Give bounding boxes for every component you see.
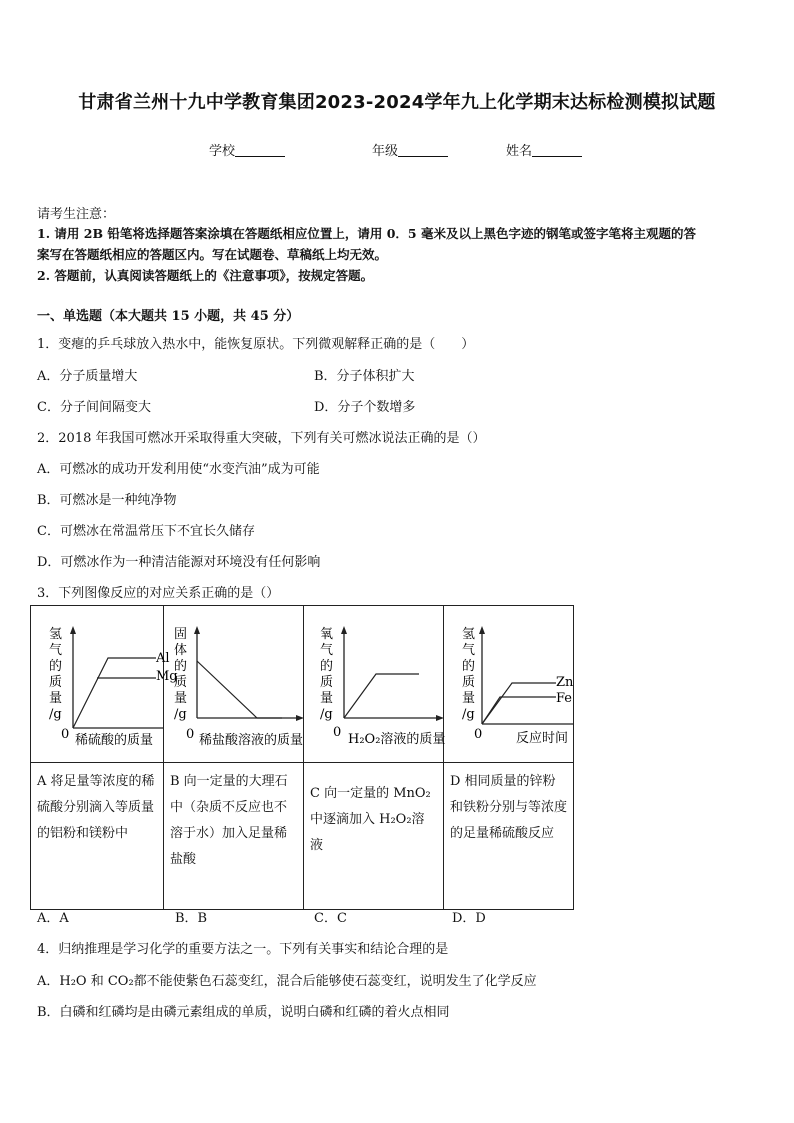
q2-option-b: B．可燃冰是一种纯净物 (37, 493, 177, 508)
q2-option-c: C．可燃冰在常温常压下不宜长久储存 (37, 524, 255, 539)
graph-c-ylabel-0: 氧 (320, 627, 334, 642)
q3-table (30, 605, 574, 910)
q1-option-a: A．分子质量增大 (37, 369, 138, 384)
graph-d-curve-zn (482, 683, 556, 724)
q3-caption-b: B 向一定量的大理石中（杂质不反应也不溶于水）加入足量稀盐酸 (164, 763, 304, 910)
grade-blank (398, 143, 448, 157)
graph-a-y-arrow (70, 626, 76, 634)
grade-field (372, 140, 448, 159)
name-label: 姓名 (506, 144, 533, 159)
graph-d-ylabel-4: 量 (462, 691, 476, 706)
school-field (209, 140, 285, 159)
graph-b-ylabel-0: 固 (174, 627, 188, 642)
q3-option-d: D．D (452, 911, 486, 926)
graph-b-ylabel-3: 质 (174, 675, 188, 690)
graph-b-origin: 0 (186, 727, 195, 742)
graph-d-ylabel-0: 氢 (462, 627, 476, 642)
q3-stem: 3．下列图像反应的对应关系正确的是（） (37, 586, 280, 601)
graph-c-x-arrow (436, 715, 444, 721)
graph-a (31, 606, 178, 762)
graph-b-xlabel: 稀盐酸溶液的质量 (199, 733, 304, 748)
q1-stem: 1．变瘪的乒乓球放入热水中，能恢复原状。下列微观解释正确的是（ ） (37, 337, 475, 352)
graph-d (444, 606, 574, 762)
graph-a-curve-al-label: Al (156, 651, 170, 666)
q2-option-a: A．可燃冰的成功开发利用使“水变汽油”成为可能 (37, 462, 320, 477)
graph-d-curve-fe-label: Fe (556, 691, 573, 706)
graph-b-curve (197, 661, 282, 718)
graph-a-ylabel-5: /g (49, 707, 62, 722)
graph-a-xlabel: 稀硫酸的质量 (75, 733, 154, 748)
graph-c-ylabel-1: 气 (320, 643, 334, 658)
graph-d-ylabel-5: /g (462, 707, 475, 722)
graph-a-ylabel-3: 质 (49, 675, 63, 690)
graph-c-origin: 0 (333, 725, 342, 740)
q4-option-b: B．白磷和红磷均是由磷元素组成的单质，说明白磷和红磷的着火点相同 (37, 1005, 450, 1020)
graph-a-curve-mg-label: Mg (156, 669, 178, 684)
school-label: 学校 (209, 144, 236, 159)
graph-d-xlabel: 反应时间 (516, 731, 569, 746)
grade-label: 年级 (372, 144, 399, 159)
graph-a-ylabel-4: 量 (49, 691, 63, 706)
graph-a-curve-al (73, 658, 156, 728)
q3-caption-a: A 将足量等浓度的稀硫酸分别滴入等质量的铝粉和镁粉中 (31, 763, 164, 910)
graph-b-y-arrow (194, 626, 200, 634)
q2-option-d: D．可燃冰作为一种清洁能源对环境没有任何影响 (37, 555, 321, 570)
graph-a-ylabel-0: 氢 (49, 627, 63, 642)
name-field (506, 140, 582, 159)
graph-d-curve-fe (482, 697, 556, 724)
q3-caption-d: D 相同质量的锌粉和铁粉分别与等浓度的足量稀硫酸反应 (444, 763, 574, 910)
section-heading: 一、单选题（本大题共 15 小题，共 45 分） (37, 309, 300, 324)
q1-option-d: D．分子个数增多 (314, 400, 416, 415)
graph-b-ylabel-1: 体 (174, 643, 188, 658)
graph-c-ylabel-4: 量 (320, 691, 334, 706)
graph-c-ylabel-2: 的 (320, 659, 334, 674)
graph-a-ylabel-2: 的 (49, 659, 63, 674)
graph-d-y-arrow (479, 626, 485, 634)
graph-d-curve-zn-label: Zn (556, 675, 574, 690)
graph-d-cell (444, 606, 574, 763)
graph-b-x-arrow (296, 715, 304, 721)
graph-c-cell (304, 606, 444, 763)
graph-c-y-arrow (341, 626, 347, 634)
graph-b (164, 606, 304, 762)
graph-c (304, 606, 444, 762)
graph-c-ylabel-3: 质 (320, 675, 334, 690)
notice-item2: 2. 答题前，认真阅读答题纸上的《注意事项》，按规定答题。 (37, 268, 374, 283)
graph-d-ylabel-1: 气 (462, 643, 476, 658)
graph-d-ylabel-2: 的 (462, 659, 476, 674)
q1-option-c: C．分子间间隔变大 (37, 400, 151, 415)
notice-heading: 请考生注意： (37, 207, 116, 222)
page-title: 甘肃省兰州十九中学教育集团2023-2024学年九上化学期末达标检测模拟试题 (78, 92, 716, 113)
graph-b-ylabel-2: 的 (174, 659, 188, 674)
school-blank (235, 143, 285, 157)
graph-c-xlabel: H₂O₂溶液的质量 (348, 732, 446, 747)
graph-a-cell (31, 606, 178, 763)
graph-c-ylabel-5: /g (320, 707, 333, 722)
graph-a-ylabel-1: 气 (49, 643, 63, 658)
q3-caption-c: C 向一定量的 MnO₂中逐滴加入 H₂O₂溶液 (304, 763, 444, 910)
graph-d-origin: 0 (474, 727, 483, 742)
q4-stem: 4．归纳推理是学习化学的重要方法之一。下列有关事实和结论合理的是 (37, 942, 449, 957)
q3-option-b: B．B (175, 911, 208, 926)
notice-item1-line2: 案写在答题纸相应的答题区内。写在试题卷、草稿纸上均无效。 (37, 247, 388, 262)
q1-option-b: B．分子体积扩大 (314, 369, 415, 384)
graph-b-ylabel-4: 量 (174, 691, 188, 706)
q3-option-c: C．C (314, 911, 347, 926)
graph-c-curve (344, 674, 419, 718)
q4-option-a: A．H₂O 和 CO₂都不能使紫色石蕊变红，混合后能够使石蕊变红，说明发生了化学反应 (37, 974, 537, 989)
q3-option-a: A．A (37, 911, 69, 926)
notice-item1-line1: 1. 请用 2B 铅笔将选择题答案涂填在答题纸相应位置上，请用 0．5 毫米及以上黑色字迹的钢笔或签字笔将主观题的答 (37, 226, 696, 241)
graph-a-origin: 0 (61, 727, 70, 742)
graph-d-ylabel-3: 质 (462, 675, 476, 690)
q2-stem: 2．2018 年我国可燃冰开采取得重大突破，下列有关可燃冰说法正确的是（） (37, 431, 486, 446)
graph-b-cell (164, 606, 304, 763)
name-blank (532, 143, 582, 157)
graph-b-ylabel-5: /g (174, 707, 187, 722)
